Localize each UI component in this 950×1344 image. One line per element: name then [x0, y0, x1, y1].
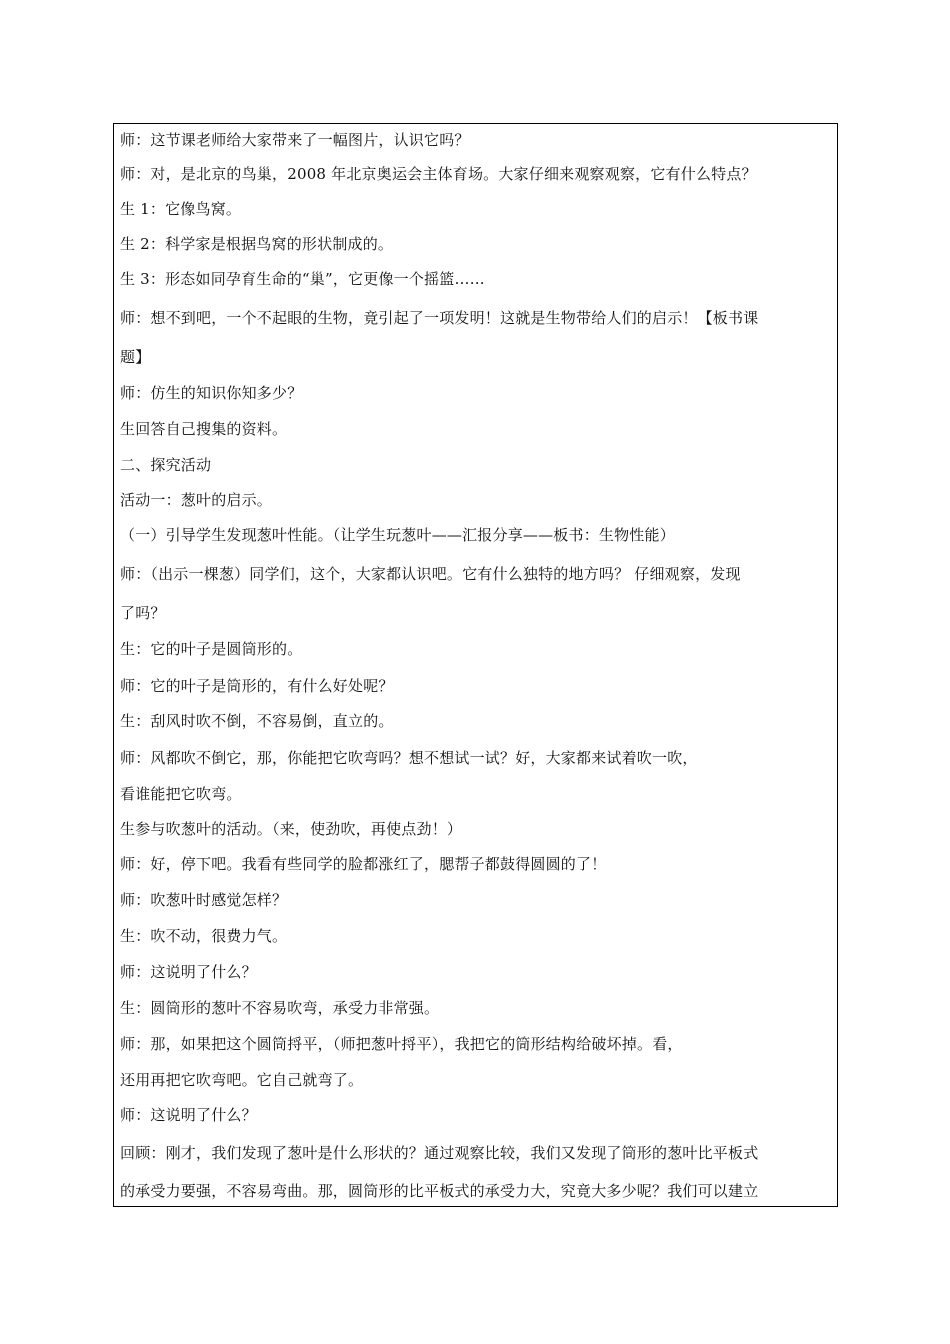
text-line: 师：想不到吧，一个不起眼的生物，竟引起了一项发明！这就是生物带给人们的启示！【板书课 [120, 309, 759, 327]
text-line: 师：那，如果把这个圆筒捋平，（师把葱叶捋平），我把它的筒形结构给破坏掉。看， [120, 1035, 683, 1053]
text-line: 回顾：刚才，我们发现了葱叶是什么形状的？通过观察比较，我们又发现了筒形的葱叶比平板式 [120, 1144, 759, 1162]
section-heading: 二、探究活动 [120, 456, 212, 474]
text-line: 生参与吹葱叶的活动。（来，使劲吹，再使点劲！） [120, 820, 463, 838]
text-line: 师：好，停下吧。我看有些同学的脸都涨红了，腮帮子都鼓得圆圆的了！ [120, 855, 607, 873]
text-line: 生 3：形态如同孕育生命的“巢”，它更像一个摇篮…… [120, 270, 485, 288]
text-line: 生回答自己搜集的资料。 [120, 420, 288, 438]
text-line: 生 2：科学家是根据鸟窝的形状制成的。 [120, 235, 394, 253]
text-line: 师：吹葱叶时感觉怎样？ [120, 891, 288, 909]
text-line: 师：这说明了什么？ [120, 963, 257, 981]
text-line: 还用再把它吹弯吧。它自己就弯了。 [120, 1071, 364, 1089]
text-line: 师：对，是北京的鸟巢，2008 年北京奥运会主体育场。大家仔细来观察观察，它有什么特点？ [120, 165, 757, 183]
text-line: 师：（出示一棵葱）同学们，这个，大家都认识吧。它有什么独特的地方吗？ 仔细观察，发现 [120, 565, 741, 583]
text-line: 师：风都吹不倒它，那，你能把它吹弯吗？想不想试一试？好，大家都来试着吹一吹， [120, 749, 698, 767]
text-line: 看谁能把它吹弯。 [120, 785, 242, 803]
text-line: 生：圆筒形的葱叶不容易吹弯，承受力非常强。 [120, 999, 440, 1017]
text-line: 生：它的叶子是圆筒形的。 [120, 640, 303, 658]
text-line: 了吗？ [120, 604, 166, 622]
text-line: 的承受力要强，不容易弯曲。那，圆筒形的比平板式的承受力大，究竟大多少呢？我们可以建立 [120, 1182, 759, 1200]
text-line: 师：这节课老师给大家带来了一幅图片，认识它吗？ [120, 131, 470, 149]
text-line: （一）引导学生发现葱叶性能。（让学生玩葱叶——汇报分享——板书：生物性能） [120, 526, 675, 544]
text-line: 生 1：它像鸟窝。 [120, 200, 242, 218]
text-line: 题】 [120, 348, 151, 366]
text-line: 师：这说明了什么？ [120, 1106, 257, 1124]
text-line: 生：刮风时吹不倒，不容易倒，直立的。 [120, 712, 394, 730]
text-line: 生：吹不动，很费力气。 [120, 927, 288, 945]
text-line: 师：它的叶子是筒形的，有什么好处呢？ [120, 677, 394, 695]
activity-heading: 活动一：葱叶的启示。 [120, 491, 273, 509]
text-line: 师：仿生的知识你知多少？ [120, 384, 303, 402]
